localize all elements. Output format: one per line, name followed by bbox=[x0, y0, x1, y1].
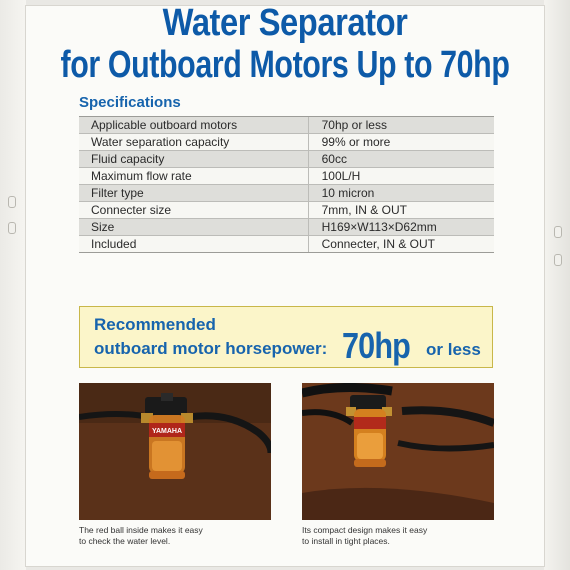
table-row bbox=[79, 151, 494, 168]
spec-label: Maximum flow rate bbox=[79, 168, 308, 185]
spec-label: Included bbox=[79, 236, 308, 253]
spec-label: Fluid capacity bbox=[79, 151, 308, 168]
page-title-line2: for Outboard Motors Up to 70hp bbox=[60, 44, 510, 86]
spec-value: Connecter, IN & OUT bbox=[308, 236, 494, 253]
binder-ring bbox=[8, 196, 16, 208]
spec-value: 100L/H bbox=[308, 168, 494, 185]
spec-value: 70hp or less bbox=[308, 117, 494, 134]
recommendation-label: Recommended bbox=[94, 315, 216, 334]
spec-label: Water separation capacity bbox=[79, 134, 308, 151]
page-title-line1: Water Separator bbox=[162, 2, 408, 44]
yamaha-logo: YAMAHA bbox=[151, 428, 183, 435]
binder-ring bbox=[8, 222, 16, 234]
product-photo-2 bbox=[302, 383, 494, 520]
spec-value: 60cc bbox=[308, 151, 494, 168]
specifications-heading: Specifications bbox=[79, 94, 181, 111]
spec-value: 10 micron bbox=[308, 185, 494, 202]
page-fold-left bbox=[0, 0, 26, 570]
spec-label: Size bbox=[79, 219, 308, 236]
recommendation-box bbox=[79, 306, 493, 368]
recommendation-subject: outboard motor horsepower: bbox=[94, 339, 328, 358]
product-photo-1 bbox=[79, 383, 271, 520]
page-fold-right bbox=[544, 0, 570, 570]
specifications-table bbox=[79, 116, 494, 253]
table-row bbox=[79, 168, 494, 185]
spec-label: Applicable outboard motors bbox=[79, 117, 308, 134]
spec-value: 99% or more bbox=[308, 134, 494, 151]
table-row bbox=[79, 219, 494, 236]
table-row bbox=[79, 185, 494, 202]
recommendation-qualifier: or less bbox=[426, 340, 481, 359]
spec-value: H169×W113×D62mm bbox=[308, 219, 494, 236]
photo-1-caption bbox=[79, 525, 203, 547]
table-row bbox=[79, 202, 494, 219]
table-row bbox=[79, 236, 494, 253]
table-row bbox=[79, 134, 494, 151]
binder-ring bbox=[554, 226, 562, 238]
caption-line: to install in tight places. bbox=[302, 536, 390, 546]
spec-label: Filter type bbox=[79, 185, 308, 202]
table-row bbox=[79, 117, 494, 134]
spec-value: 7mm, IN & OUT bbox=[308, 202, 494, 219]
separator-photo-illustration bbox=[79, 383, 271, 520]
caption-line: to check the water level. bbox=[79, 536, 171, 546]
binder-ring bbox=[554, 254, 562, 266]
spec-label: Connecter size bbox=[79, 202, 308, 219]
photo-2-caption bbox=[302, 525, 427, 547]
recommendation-horsepower: 70hp bbox=[342, 325, 411, 366]
installation-photo-illustration bbox=[302, 383, 494, 520]
caption-line: The red ball inside makes it easy bbox=[79, 525, 203, 535]
caption-line: Its compact design makes it easy bbox=[302, 525, 428, 535]
